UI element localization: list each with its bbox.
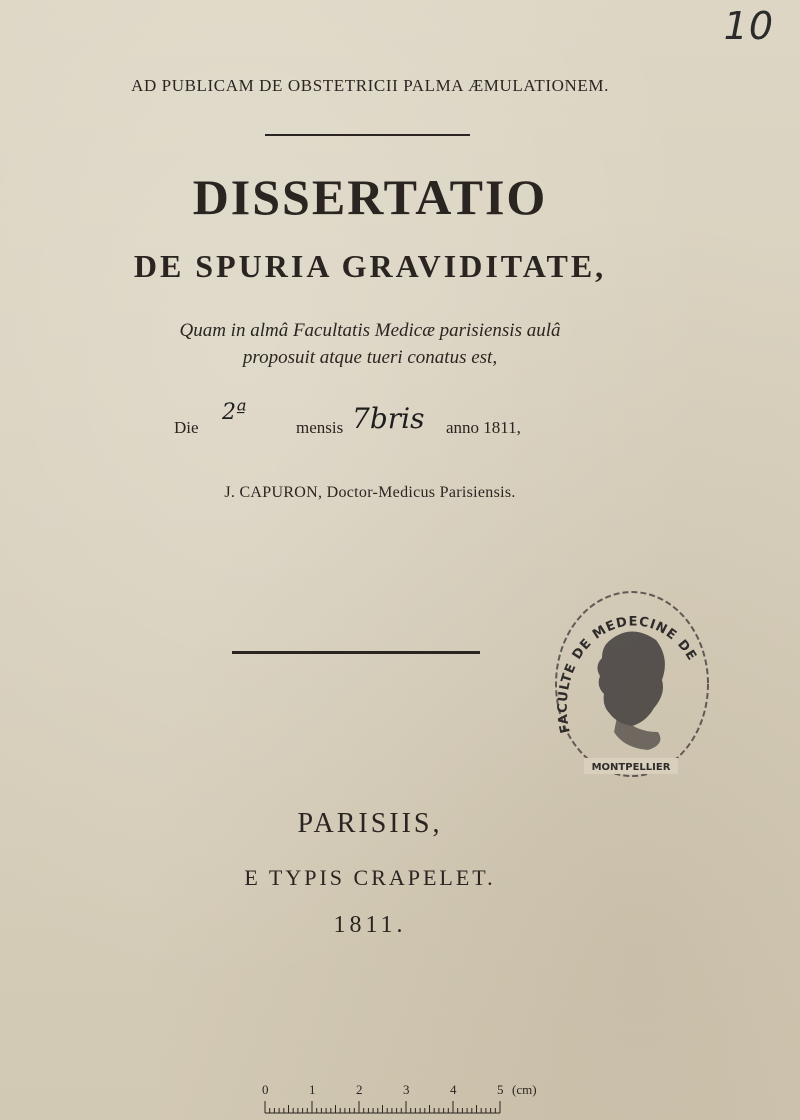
scale-tick-5: 5 bbox=[497, 1082, 504, 1097]
scale-tick-1: 1 bbox=[309, 1082, 316, 1097]
header-line: AD PUBLICAM DE OBSTETRICII PALMA ÆMULATIONEM. bbox=[131, 76, 609, 95]
stamp-text-top: FACULTE DE MEDECINE DE bbox=[555, 614, 700, 735]
scale-tick-3: 3 bbox=[403, 1082, 410, 1097]
scale-unit: (cm) bbox=[512, 1082, 537, 1097]
proposal-text bbox=[0, 317, 740, 371]
mensis-label: mensis bbox=[296, 418, 344, 437]
stamp-portrait-icon bbox=[597, 631, 664, 750]
middle-rule bbox=[232, 651, 480, 654]
imprint-printer: E TYPIS CRAPELET. bbox=[244, 865, 496, 890]
library-stamp bbox=[548, 582, 714, 782]
anno-label: anno 1811, bbox=[446, 418, 521, 437]
top-rule bbox=[265, 134, 470, 136]
scale-tick-4: 4 bbox=[450, 1082, 457, 1097]
page-title: DISSERTATIO bbox=[192, 169, 548, 225]
imprint-year: 1811. bbox=[333, 912, 407, 938]
proposal-line-2: proposuit atque tueri conatus est, bbox=[242, 347, 498, 368]
handwritten-day: 2ª bbox=[222, 400, 247, 425]
handwritten-month: 7bris bbox=[352, 402, 425, 435]
measurement-scale bbox=[258, 1082, 558, 1118]
scale-tick-0: 0 bbox=[262, 1082, 269, 1097]
page-subtitle: DE SPURIA GRAVIDITATE, bbox=[133, 248, 607, 284]
stamp-text-bottom: MONTPELLIER bbox=[591, 762, 671, 773]
imprint-city: PARISIIS, bbox=[297, 808, 443, 839]
author-line: J. CAPURON, Doctor-Medicus Parisiensis. bbox=[224, 484, 516, 501]
die-label: Die bbox=[174, 418, 199, 437]
proposal-line-1: Quam in almâ Facultatis Medicæ parisiensis aulâ bbox=[179, 320, 561, 341]
folio-number: 10 bbox=[723, 4, 774, 48]
scale-tick-2: 2 bbox=[356, 1082, 363, 1097]
scale-ruler bbox=[258, 1099, 508, 1115]
